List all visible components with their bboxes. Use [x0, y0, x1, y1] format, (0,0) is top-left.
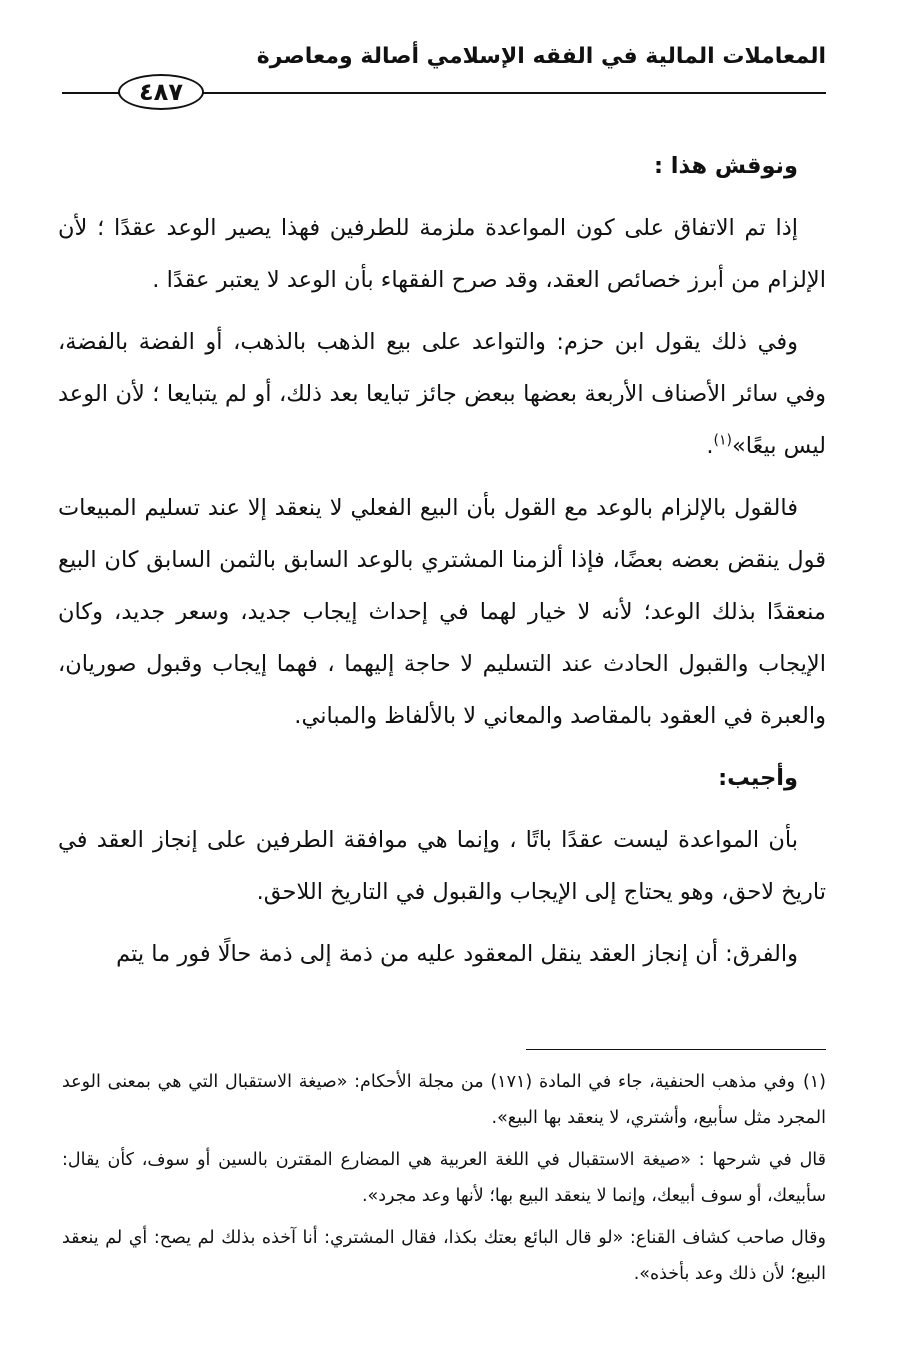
paragraph: والفرق: أن إنجاز العقد ينقل المعقود عليه من ذمة إلى ذمة حالًا فور ما يتم: [116, 941, 798, 967]
paragraph: بأن المواعدة ليست عقدًا باتًا ، وإنما هي موافقة الطرفين على إنجاز العقد في تاريخ لاحق، وهو يحتاج إلى الإيجاب والقبول في التاريخ اللاحق.: [58, 827, 826, 905]
paragraph-heading-objection: ونوقش هذا :: [653, 153, 798, 179]
paragraph-quote: [58, 316, 826, 472]
main-text: [58, 140, 826, 990]
footnote-item: وقال صاحب كشاف القناع: «لو قال البائع بعتك بكذا، فقال المشتري: أنا آخذه بذلك لم يصح: أي لم ينعقد البيع؛ لأن ذلك وعد بأخذه».: [62, 1228, 826, 1284]
footnote-item: قال في شرحها : «صيغة الاستقبال في اللغة العربية هي المضارع المقترن بالسين أو سوف، كأن يقال: سأبيعك، أو سوف أبيعك، وإنما لا ينعقد البيع بها؛ لأنها وعد مجرد».: [62, 1150, 826, 1206]
running-title: المعاملات المالية في الفقه الإسلامي أصالة ومعاصرة: [256, 44, 826, 69]
paragraph-end: .: [706, 433, 714, 459]
paragraph-heading-answer: وأجيب:: [718, 765, 798, 791]
footnote-rule: [526, 1049, 826, 1050]
footnotes: [62, 1064, 826, 1298]
page-number-badge: [118, 74, 204, 110]
paragraph-text: وفي ذلك يقول ابن حزم: والتواعد على بيع الذهب بالذهب، أو الفضة بالفضة، وفي سائر الأصناف الأربعة بعضها ببعض جائز تبايعا بعد ذلك، أو لم يتبايعا ؛ لأن الوعد ليس بيعًا»: [58, 329, 826, 459]
paragraph: إذا تم الاتفاق على كون المواعدة ملزمة للطرفين فهذا يصير الوعد عقدًا ؛ لأن الإلزام من أبرز خصائص العقد، وقد صرح الفقهاء بأن الوعد لا يعتبر عقدًا .: [58, 215, 826, 293]
paragraph: فالقول بالإلزام بالوعد مع القول بأن البيع الفعلي لا ينعقد إلا عند تسليم المبيعات قول ينقض بعضه بعضًا، فإذا ألزمنا المشتري بالوعد السابق بالثمن السابق كان البيع منعقدًا بذلك الوعد؛ لأنه لا خيار لهما في إحداث إيجاب جديد، وسعر جديد، وكان الإيجاب والقبول الحادث عند التسليم لا حاجة إليهما ، فهما إيجاب وقبول صوريان، والعبرة في العقود بالمقاصد والمعاني لا بالألفاظ والمباني.: [58, 495, 826, 729]
footnote-item: [62, 1064, 826, 1136]
footnote-number: (١): [802, 1072, 826, 1092]
footnote-reference: (١): [713, 432, 732, 449]
footnote-text: وفي مذهب الحنفية، جاء في المادة (١٧١) من مجلة الأحكام: «صيغة الاستقبال التي هي بمعنى الوعد المجرد مثل سأبيع، وأشتري، لا ينعقد بها البيع».: [62, 1072, 826, 1128]
page-number: ٤٨٧: [139, 78, 183, 106]
